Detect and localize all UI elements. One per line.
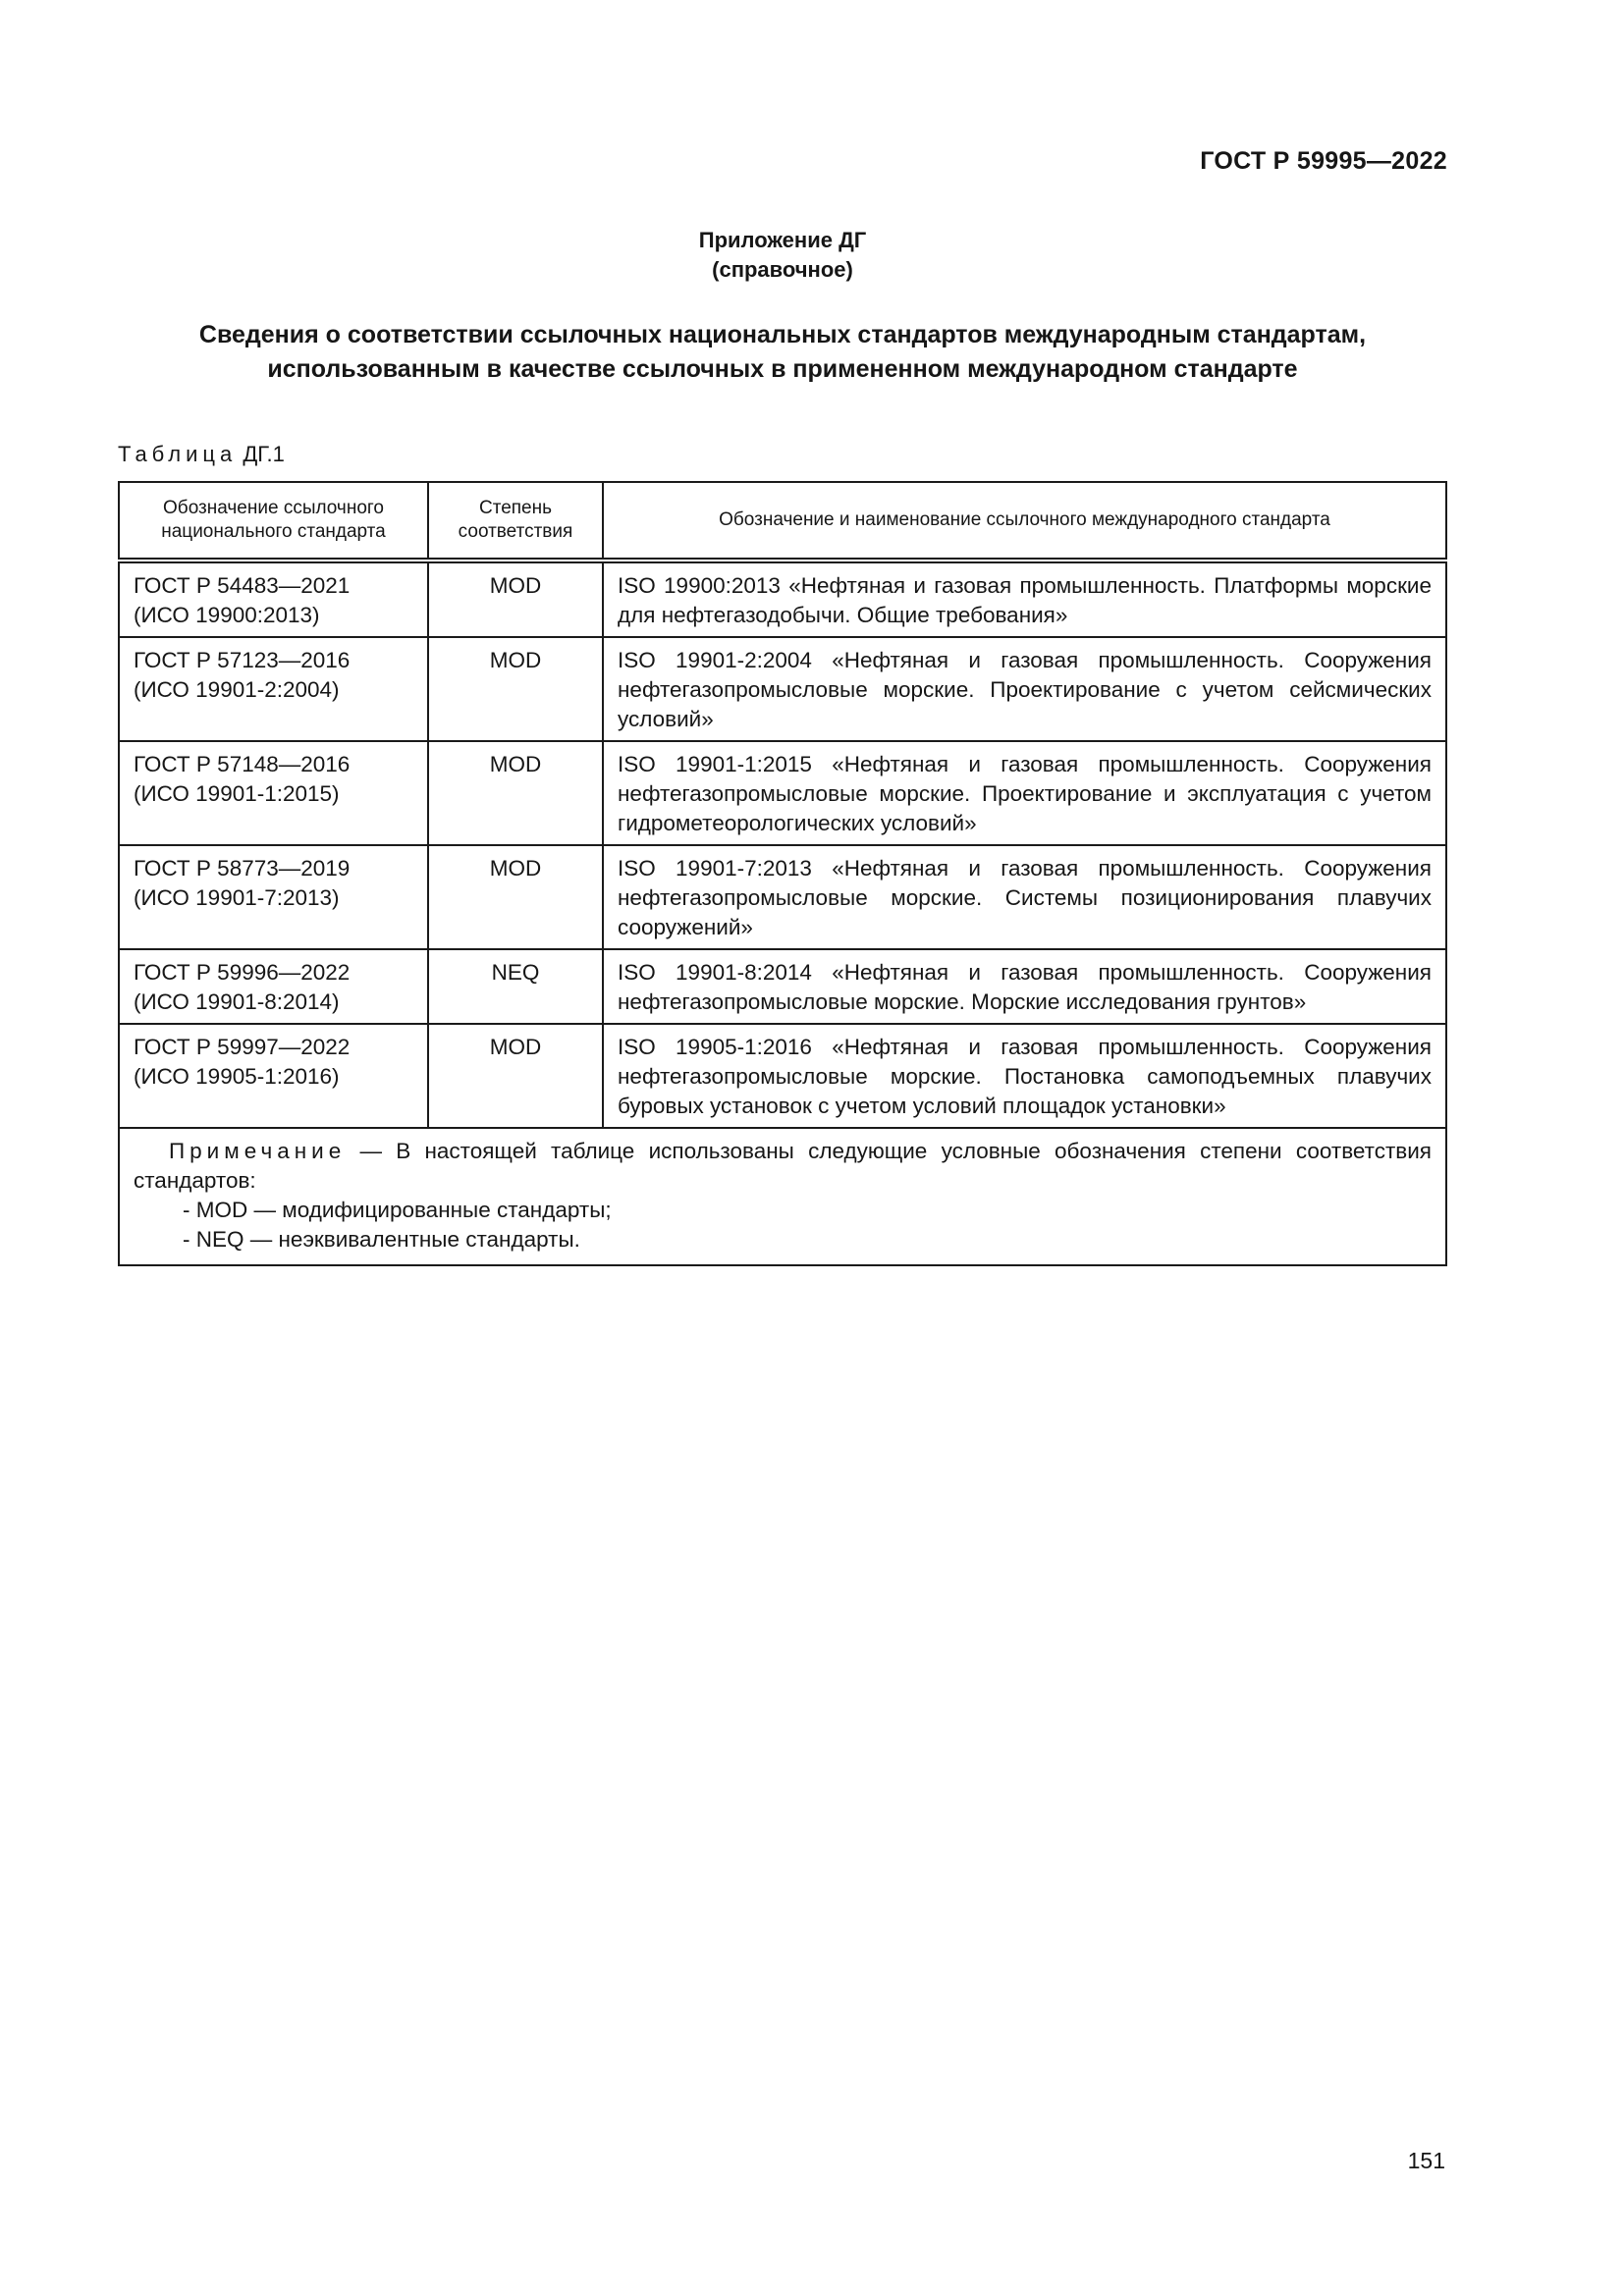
document-code: ГОСТ Р 59995—2022 bbox=[1200, 147, 1447, 175]
column-header-international-standard: Обозначение и наименование ссылочного международного стандарта bbox=[603, 482, 1446, 561]
section-title-line-2: использованным в качестве ссылочных в примененном международном стандарте bbox=[267, 355, 1298, 383]
table-caption bbox=[118, 442, 285, 467]
section-title bbox=[118, 318, 1447, 387]
gost-code: ГОСТ Р 54483—2021 bbox=[134, 573, 351, 598]
table-row bbox=[119, 637, 1446, 741]
international-standard-cell: ISO 19901-8:2014 «Нефтяная и газовая промышленность. Сооружения нефтегазопромысловые морские. Морские исследования грунтов» bbox=[603, 949, 1446, 1024]
degree-cell: MOD bbox=[428, 637, 603, 741]
degree-cell: MOD bbox=[428, 561, 603, 637]
appendix-title: Приложение ДГ bbox=[698, 228, 867, 252]
table-row bbox=[119, 561, 1446, 637]
appendix-subtitle: (справочное) bbox=[712, 257, 853, 282]
degree-cell: MOD bbox=[428, 1024, 603, 1128]
table-caption-word: Таблица bbox=[118, 442, 238, 466]
iso-equivalent: (ИСО 19905-1:2016) bbox=[134, 1064, 340, 1089]
table-row bbox=[119, 741, 1446, 845]
degree-cell: MOD bbox=[428, 845, 603, 949]
gost-code: ГОСТ Р 59997—2022 bbox=[134, 1035, 351, 1059]
international-standard-cell: ISO 19900:2013 «Нефтяная и газовая промышленность. Платформы морские для нефтегазодобычи. Общие требования» bbox=[603, 561, 1446, 637]
table-row bbox=[119, 1024, 1446, 1128]
gost-code: ГОСТ Р 57148—2016 bbox=[134, 752, 351, 776]
table-note-row bbox=[119, 1128, 1446, 1265]
degree-cell: NEQ bbox=[428, 949, 603, 1024]
international-standard-cell: ISO 19901-7:2013 «Нефтяная и газовая промышленность. Сооружения нефтегазопромысловые морские. Системы позиционирования плавучих сооружений» bbox=[603, 845, 1446, 949]
national-standard-cell bbox=[119, 1024, 428, 1128]
gost-code: ГОСТ Р 57123—2016 bbox=[134, 648, 351, 672]
table-note bbox=[119, 1128, 1446, 1265]
table-header-row bbox=[119, 482, 1446, 561]
note-body: — В настоящей таблице использованы следующие условные обозначения степени соответствия стандартов: bbox=[134, 1139, 1432, 1193]
column-header-degree: Степень соответствия bbox=[428, 482, 603, 561]
reference-standards-table bbox=[118, 481, 1447, 1266]
gost-code: ГОСТ Р 59996—2022 bbox=[134, 960, 351, 985]
international-standard-cell: ISO 19901-2:2004 «Нефтяная и газовая промышленность. Сооружения нефтегазопромысловые морские. Проектирование с учетом сейсмических условий» bbox=[603, 637, 1446, 741]
note-label: Примечание bbox=[169, 1139, 347, 1163]
iso-equivalent: (ИСО 19901-1:2015) bbox=[134, 781, 340, 806]
iso-equivalent: (ИСО 19900:2013) bbox=[134, 603, 320, 627]
national-standard-cell bbox=[119, 637, 428, 741]
international-standard-cell: ISO 19905-1:2016 «Нефтяная и газовая промышленность. Сооружения нефтегазопромысловые морские. Постановка самоподъемных плавучих буровых установок с учетом условий площадок установки» bbox=[603, 1024, 1446, 1128]
international-standard-cell: ISO 19901-1:2015 «Нефтяная и газовая промышленность. Сооружения нефтегазопромысловые морские. Проектирование и эксплуатация с учетом гидрометеорологических условий» bbox=[603, 741, 1446, 845]
national-standard-cell bbox=[119, 561, 428, 637]
note-item-mod: - MOD — модифицированные стандарты; bbox=[183, 1198, 612, 1222]
iso-equivalent: (ИСО 19901-8:2014) bbox=[134, 989, 340, 1014]
column-header-national-standard: Обозначение ссылочного национального стандарта bbox=[119, 482, 428, 561]
iso-equivalent: (ИСО 19901-7:2013) bbox=[134, 885, 340, 910]
note-text bbox=[134, 1137, 1432, 1196]
table-row bbox=[119, 845, 1446, 949]
section-title-line-1: Сведения о соответствии ссылочных национальных стандартов международным стандартам, bbox=[198, 321, 1367, 348]
table-caption-number: ДГ.1 bbox=[243, 442, 285, 466]
note-item-neq: - NEQ — неэквивалентные стандарты. bbox=[183, 1227, 580, 1252]
national-standard-cell bbox=[119, 845, 428, 949]
iso-equivalent: (ИСО 19901-2:2004) bbox=[134, 677, 340, 702]
appendix-heading bbox=[0, 226, 1565, 285]
page-number: 151 bbox=[1407, 2148, 1445, 2173]
national-standard-cell bbox=[119, 949, 428, 1024]
table-row bbox=[119, 949, 1446, 1024]
national-standard-cell bbox=[119, 741, 428, 845]
degree-cell: MOD bbox=[428, 741, 603, 845]
gost-code: ГОСТ Р 58773—2019 bbox=[134, 856, 351, 881]
